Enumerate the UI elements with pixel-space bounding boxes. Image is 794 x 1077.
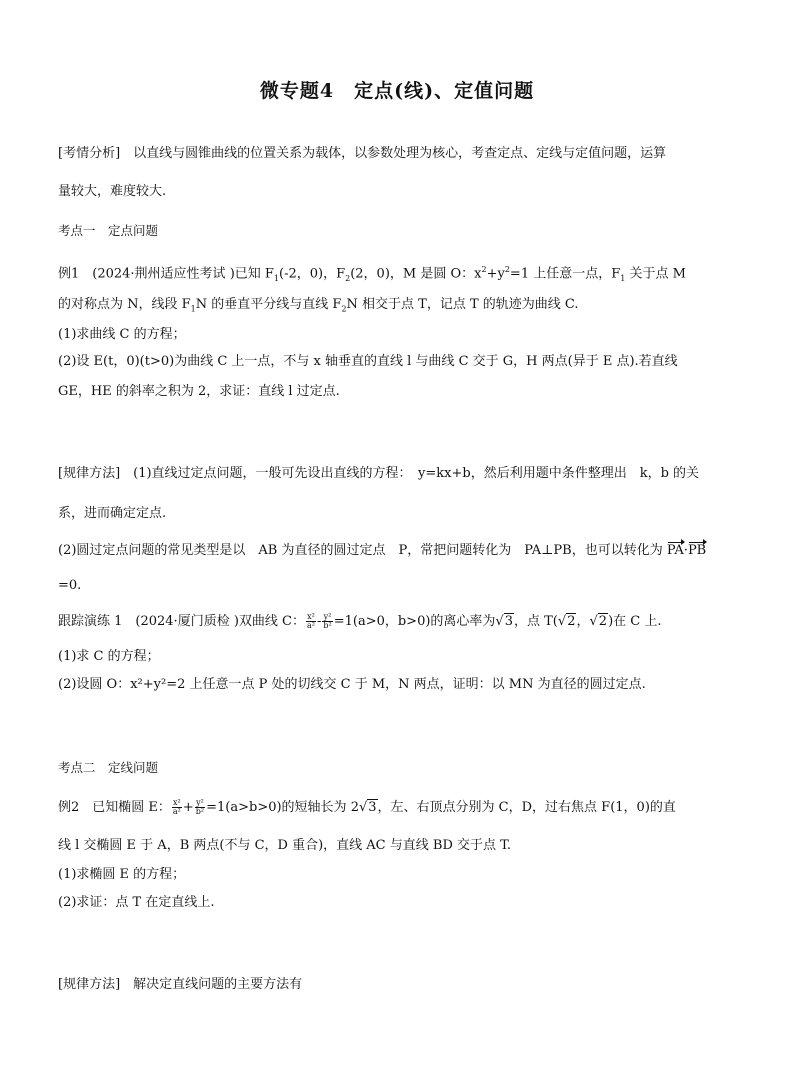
fraction-x2-a2: $\frac{\text{x²}}{\text{a²}}$ bbox=[172, 798, 181, 816]
method1-line-2: 系，进而确定定点. bbox=[58, 506, 167, 521]
section-heading-fixed-line: 考点二 定线问题 bbox=[58, 760, 159, 775]
example2-question-2: (2)求证：点 T 在定直线上. bbox=[58, 895, 215, 910]
sqrt-2: √2 bbox=[557, 614, 576, 629]
vector-pa: PA bbox=[666, 543, 684, 558]
section-heading-fixed-point: 考点一 定点问题 bbox=[58, 223, 159, 238]
example1-line-2: 的对称点为 N，线段 $F_1N$ 的垂直平分线与直线 $F_2N$ 相交于点 T，记点 T 的轨迹为曲线 C. bbox=[58, 297, 579, 314]
practice1-question-2: (2)设圆 O：x²+y²=2 上任意一点 P 处的切线交 C 于 M，N 两点，证明：以 MN 为直径的圆过定点. bbox=[58, 677, 646, 692]
example1-question-2-line-2: GE，HE 的斜率之积为 2，求证：直线 l 过定点. bbox=[58, 384, 340, 399]
fraction-x2-a2: $\frac{\text{x²}}{\text{a²}}$ bbox=[306, 612, 315, 630]
fraction-y2-b2: $\frac{\text{y²}}{\text{b²}}$ bbox=[323, 612, 332, 630]
example2-line-1: 例2 已知椭圆 E： $\frac{\text{x²}}{\text{a²}}$ + $\frac{\text{y²}}{\text{b²}}$ =1(a>b>0)的短轴长为 2√3，左、右顶点分别为 C，D，过右焦点 F(1，0)的直 bbox=[58, 798, 676, 816]
sqrt-3: √3 bbox=[358, 800, 377, 815]
page-title: 微专题4 定点(线)、定值问题 bbox=[259, 80, 535, 102]
example2-question-1: (1)求椭圆 E 的方程； bbox=[58, 867, 186, 882]
intro-line-2: 量较大，难度较大. bbox=[58, 184, 167, 199]
practice1-line-1: 跟踪演练 1 (2024·厦门质检 )双曲线 C： $\frac{\text{x²}}{\text{a²}}$ - $\frac{\text{y²}}{\text{b²}}$ =1(a>0，b>0)的离心率为√3，点 T(√2，√2)在 C 上. bbox=[58, 612, 662, 630]
example1-line-1: 例1 (2024·荆州适应性考试 )已知 $F_1(-2$，0)，$F_2(2$，0)，M 是圆 O：$x^2+y^2=1$ 上任意一点，$F_1$ 关于点 M bbox=[58, 265, 686, 283]
sqrt-3: √3 bbox=[495, 614, 513, 629]
method1-line-1: [规律方法] (1)直线过定点问题，一般可先设出直线的方程： y=kx+b，然后利用题中条件整理出 k，b 的关 bbox=[58, 466, 700, 481]
fraction-y2-b2: $\frac{\text{y²}}{\text{b²}}$ bbox=[195, 798, 205, 816]
intro-line-1: [考情分析] 以直线与圆锥曲线的位置关系为载体，以参数处理为核心，考查定点、定线与定值问题，运算 bbox=[58, 146, 667, 161]
example2-line-2: 线 l 交椭圆 E 于 A，B 两点(不与 C，D 重合)，直线 AC 与直线 BD 交于点 T. bbox=[58, 838, 512, 853]
example1-question-1: (1)求曲线 C 的方程； bbox=[58, 327, 186, 342]
method2-line-1: [规律方法] 解决定直线问题的主要方法有 bbox=[58, 977, 303, 992]
sqrt-2: √2 bbox=[589, 614, 608, 629]
vector-pb: PB bbox=[687, 543, 707, 558]
method1-line-4: =0. bbox=[58, 578, 82, 593]
practice1-question-1: (1)求 C 的方程； bbox=[58, 649, 160, 664]
method1-line-3: (2)圆过定点问题的常见类型是以 AB 为直径的圆过定点 P，常把问题转化为 PA⊥PB，也可以转化为 PA·PB bbox=[58, 543, 707, 558]
example1-question-2-line-1: (2)设 E(t，0)(t>0)为曲线 C 上一点，不与 x 轴垂直的直线 l 与曲线 C 交于 G，H 两点(异于 E 点).若直线 bbox=[58, 354, 678, 369]
